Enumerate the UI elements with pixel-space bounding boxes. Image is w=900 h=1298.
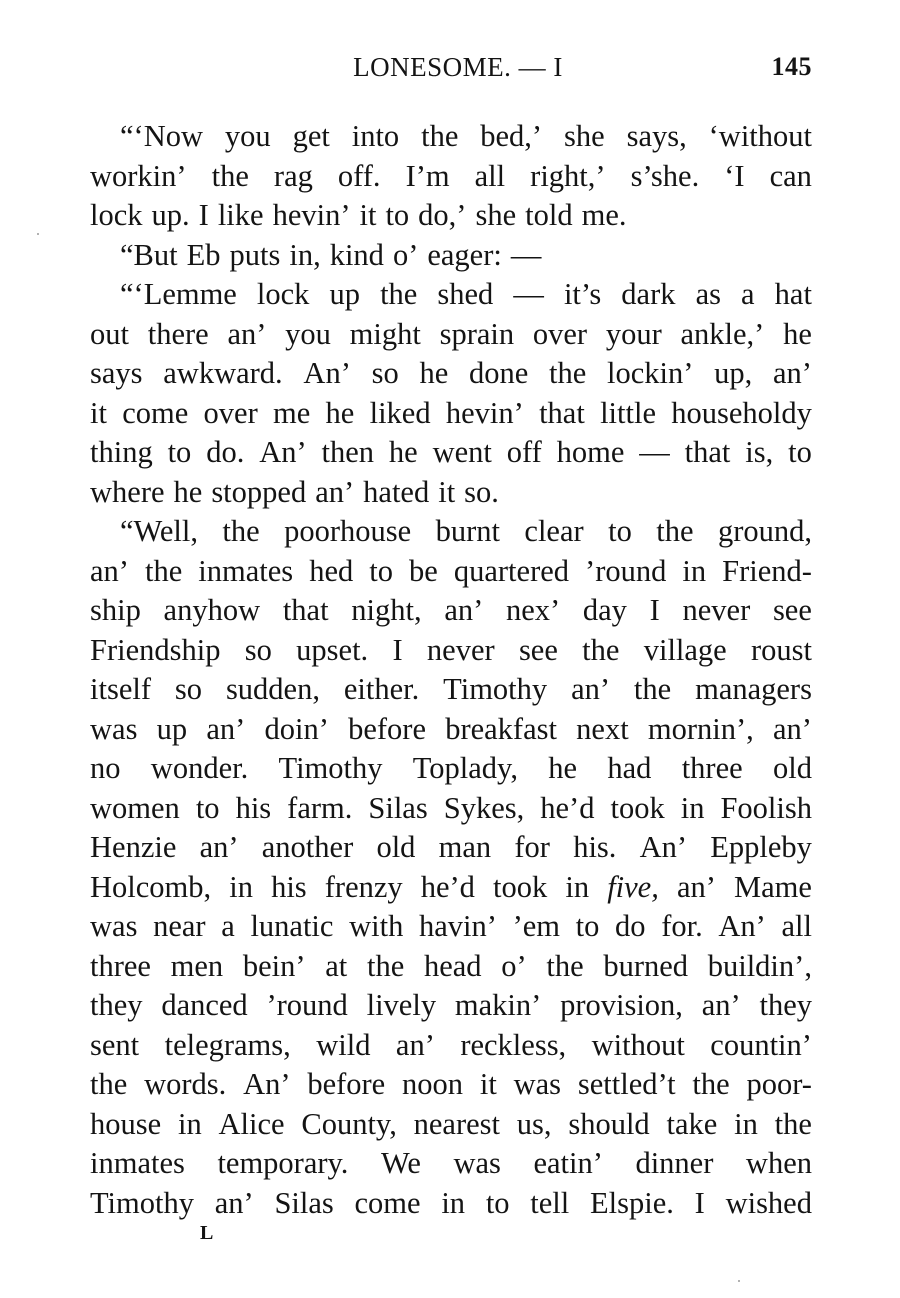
word: wished xyxy=(725,1185,812,1220)
word: hed xyxy=(309,553,354,588)
word: o’ xyxy=(392,237,419,272)
page-number: 145 xyxy=(771,52,812,81)
word: me. xyxy=(581,198,627,232)
text-line xyxy=(90,868,812,908)
word: into xyxy=(351,119,400,153)
word: inmates xyxy=(90,1146,185,1180)
word: frenzy xyxy=(324,869,403,904)
word: the xyxy=(380,277,418,311)
word: either. xyxy=(343,672,420,706)
word: to xyxy=(195,790,220,825)
word: that xyxy=(684,435,731,469)
word: it xyxy=(90,395,107,430)
word: I xyxy=(198,198,209,232)
word: might xyxy=(349,316,421,351)
word: see xyxy=(518,632,558,667)
word: liked xyxy=(369,395,431,430)
running-title: LONESOME. — I xyxy=(353,52,563,82)
word: went xyxy=(432,435,492,469)
word: danced xyxy=(161,988,248,1022)
word: hat xyxy=(774,277,812,311)
text-line xyxy=(90,236,812,276)
text-line xyxy=(90,275,812,315)
word: it xyxy=(479,1067,497,1101)
word: anyhow xyxy=(163,593,261,627)
text-line xyxy=(90,1184,812,1224)
word: it xyxy=(359,198,377,232)
word: no xyxy=(90,751,121,785)
word: Sykes, xyxy=(443,790,525,825)
word: us, xyxy=(516,1106,552,1141)
word: “Well, xyxy=(120,514,198,548)
word: never xyxy=(682,593,751,627)
word: I xyxy=(694,1185,705,1220)
word: ankle,’ xyxy=(680,316,765,351)
word: ’round xyxy=(266,988,348,1022)
text-line xyxy=(90,1026,812,1066)
word: settled’t xyxy=(577,1067,676,1101)
word: Eb xyxy=(186,237,221,272)
word: your xyxy=(605,316,662,351)
word: you xyxy=(285,316,331,351)
word: thing xyxy=(90,435,153,469)
word: kind xyxy=(329,237,384,272)
word: see xyxy=(772,593,812,627)
running-head xyxy=(90,52,812,92)
word: over xyxy=(203,395,258,430)
word: in, xyxy=(289,237,321,272)
word: you xyxy=(224,119,271,153)
word: his. xyxy=(573,830,617,864)
text-line xyxy=(90,828,812,868)
word: lunatic xyxy=(250,909,334,943)
word: an’ xyxy=(395,1027,435,1062)
word: village xyxy=(643,632,727,667)
word: an’ xyxy=(227,316,267,351)
word: ’round xyxy=(585,553,667,588)
word: lockin’ xyxy=(607,356,694,390)
word: up xyxy=(329,277,360,311)
word: an’ xyxy=(676,869,716,904)
word: bein’ xyxy=(242,948,306,983)
word: old xyxy=(376,830,416,864)
word: it’s xyxy=(563,277,602,311)
text-line xyxy=(90,789,812,829)
word: quartered xyxy=(453,553,570,588)
word: — xyxy=(639,435,670,469)
word: off xyxy=(506,435,542,469)
word: wild xyxy=(316,1027,371,1062)
text-line xyxy=(90,749,812,789)
word: the xyxy=(222,514,260,548)
word: dinner xyxy=(635,1146,714,1180)
word: says xyxy=(90,356,143,390)
word: his xyxy=(235,790,272,825)
word: done xyxy=(468,356,529,390)
word: upset. xyxy=(296,632,369,667)
word: s’she. xyxy=(630,158,700,193)
word: a xyxy=(221,909,235,943)
word: roust xyxy=(751,632,812,667)
word: an’ xyxy=(90,553,129,588)
word: in xyxy=(682,553,707,588)
word: o’ xyxy=(501,948,527,983)
word: lock xyxy=(90,198,143,232)
text-line xyxy=(90,986,812,1026)
word: he’d xyxy=(420,869,475,904)
word: for xyxy=(514,830,550,864)
word: to xyxy=(608,514,632,548)
word: me xyxy=(273,395,311,430)
word: An’ xyxy=(639,830,688,864)
word: the xyxy=(546,948,584,983)
word: Silas xyxy=(274,1185,334,1220)
word: took xyxy=(493,869,548,904)
word: noon xyxy=(402,1067,464,1101)
word: before xyxy=(348,711,426,746)
text-line xyxy=(90,354,812,394)
text-line xyxy=(90,394,812,434)
word: to xyxy=(385,198,410,232)
word: that xyxy=(282,593,329,627)
word: burnt xyxy=(435,514,500,548)
word: she xyxy=(475,198,517,232)
word: the xyxy=(90,1067,128,1101)
word: should xyxy=(568,1106,650,1141)
word: three xyxy=(90,948,151,983)
text-line xyxy=(90,433,812,473)
word: like xyxy=(217,198,264,232)
word: is, xyxy=(745,435,774,469)
word: telegrams, xyxy=(164,1027,291,1062)
word: head xyxy=(423,948,482,983)
word: Timothy xyxy=(90,1185,194,1220)
word: over xyxy=(532,316,588,351)
word: itself xyxy=(90,672,151,706)
word: doin’ xyxy=(264,711,329,746)
word: up. xyxy=(151,198,190,232)
word: householdy xyxy=(671,395,812,430)
word: in xyxy=(734,1106,758,1141)
word: to xyxy=(167,435,192,469)
word: Eppleby xyxy=(710,830,812,864)
word: Friend- xyxy=(722,553,812,588)
word: hevin’ xyxy=(272,198,351,232)
text-line xyxy=(90,670,812,710)
word: she xyxy=(564,119,605,153)
text-line xyxy=(90,1105,812,1145)
word: Elspie. xyxy=(590,1185,674,1220)
word: was xyxy=(90,711,138,746)
word: stopped xyxy=(211,474,307,509)
word: inmates xyxy=(198,553,294,588)
word: says, xyxy=(626,119,687,153)
word: so xyxy=(244,632,272,667)
word: the xyxy=(366,948,405,983)
word: in xyxy=(177,1106,202,1141)
word: was xyxy=(90,909,138,943)
word: up xyxy=(156,711,188,746)
word: awkward. xyxy=(163,356,283,390)
text-line xyxy=(90,196,812,236)
word: he’d xyxy=(540,790,595,825)
word: do,’ xyxy=(418,198,467,232)
word: ‘I xyxy=(724,158,745,193)
word: five, xyxy=(607,869,659,904)
word: breakfast xyxy=(445,711,557,746)
word: next xyxy=(576,711,629,746)
word: An’ xyxy=(243,1067,291,1101)
word: havin’ xyxy=(418,909,497,943)
word: Foolish xyxy=(720,790,812,825)
word: the xyxy=(774,1106,812,1141)
word: he xyxy=(388,435,418,469)
word: come xyxy=(122,395,189,430)
word: he xyxy=(325,395,355,430)
word: do xyxy=(615,909,646,943)
word: — xyxy=(510,237,542,272)
word: Holcomb, xyxy=(90,869,212,904)
word: nex’ xyxy=(505,593,561,627)
word: burned xyxy=(603,948,689,983)
word: so. xyxy=(464,474,499,509)
word: never xyxy=(426,632,495,667)
text-line xyxy=(90,157,812,197)
word: house xyxy=(90,1106,162,1141)
word: in xyxy=(441,1185,466,1220)
word: bed,’ xyxy=(480,119,543,153)
word: the xyxy=(144,553,183,588)
word: the xyxy=(692,1067,730,1101)
word: an’ xyxy=(206,711,246,746)
word: get xyxy=(292,119,330,153)
word: to xyxy=(485,1185,510,1220)
word: out xyxy=(90,316,129,351)
word: took xyxy=(610,790,665,825)
word: with xyxy=(349,909,404,943)
word: to xyxy=(369,553,393,588)
word: makin’ xyxy=(454,988,542,1022)
word: reckless, xyxy=(460,1027,567,1062)
text-line xyxy=(90,1065,812,1105)
word: words. xyxy=(144,1067,227,1101)
text-line xyxy=(90,552,812,592)
word: I xyxy=(392,632,403,667)
text-line xyxy=(90,473,812,513)
signature-mark: L xyxy=(200,1222,214,1244)
word: — xyxy=(513,277,544,311)
word: had xyxy=(607,751,652,785)
word: I’m xyxy=(405,158,450,193)
word: Silas xyxy=(368,790,428,825)
word: can xyxy=(769,158,812,193)
word: the xyxy=(656,514,694,548)
word: “But xyxy=(120,237,178,272)
word: poor- xyxy=(746,1067,812,1101)
word: Toplady, xyxy=(412,751,518,785)
word: workin’ xyxy=(90,158,187,193)
word: all xyxy=(474,158,506,193)
word: all xyxy=(781,909,812,943)
text-line xyxy=(90,907,812,947)
word: in xyxy=(229,869,253,904)
word: sprain xyxy=(439,316,515,351)
word: We xyxy=(380,1146,421,1180)
word: temporary. xyxy=(217,1146,349,1180)
word: poorhouse xyxy=(284,514,412,548)
word: in xyxy=(565,869,590,904)
word: as xyxy=(695,277,721,311)
text-line xyxy=(90,591,812,631)
word: Timothy xyxy=(278,751,383,785)
word: so xyxy=(371,356,399,390)
word: wonder. xyxy=(150,751,249,785)
word: lively xyxy=(366,988,437,1022)
word: hated xyxy=(363,474,430,509)
word: the xyxy=(633,672,672,706)
word: that xyxy=(539,395,585,430)
text-line xyxy=(90,117,812,157)
word: dark xyxy=(621,277,676,311)
word: Mame xyxy=(733,869,812,904)
text-line xyxy=(90,631,812,671)
word: was xyxy=(513,1067,562,1101)
word: nearest xyxy=(413,1106,500,1141)
word: home xyxy=(556,435,625,469)
word: an’ xyxy=(444,593,484,627)
word: Timothy xyxy=(443,672,548,706)
word: so xyxy=(174,672,203,706)
text-line xyxy=(90,710,812,750)
word: ‘without xyxy=(708,119,812,153)
word: was xyxy=(453,1146,501,1180)
word: an’ xyxy=(701,988,741,1022)
word: without xyxy=(591,1027,685,1062)
word: old xyxy=(772,751,812,785)
word: to xyxy=(788,435,812,469)
word: “‘Lemme xyxy=(120,277,237,311)
word: the xyxy=(211,158,249,193)
word: an’ xyxy=(772,711,812,746)
word: sent xyxy=(90,1027,140,1062)
word: there xyxy=(147,316,209,351)
word: little xyxy=(600,395,656,430)
word: “‘Now xyxy=(120,119,203,153)
word: An’ xyxy=(718,909,766,943)
word: clear xyxy=(524,514,584,548)
word: man xyxy=(438,830,492,864)
word: Alice xyxy=(218,1106,285,1141)
word: eager: xyxy=(427,237,502,272)
word: An’ xyxy=(303,356,351,390)
word: countin’ xyxy=(710,1027,812,1062)
word: another xyxy=(261,830,354,864)
body-text xyxy=(90,117,812,1223)
word: provision, xyxy=(560,988,683,1022)
word: tell xyxy=(530,1185,570,1220)
word: managers xyxy=(695,672,812,706)
word: an’ xyxy=(214,1185,254,1220)
word: he xyxy=(548,751,578,785)
word: ’em xyxy=(512,909,560,943)
text-line xyxy=(90,1144,812,1184)
word: the xyxy=(582,632,620,667)
word: to xyxy=(575,909,600,943)
word: it xyxy=(438,474,456,509)
word: Henzie xyxy=(90,830,177,864)
word: be xyxy=(409,553,438,588)
word: before xyxy=(307,1067,386,1101)
word: women xyxy=(90,790,180,825)
word: right,’ xyxy=(530,158,606,193)
word: told xyxy=(525,198,573,232)
word: his xyxy=(271,869,307,904)
word: an’ xyxy=(571,672,611,706)
word: take xyxy=(666,1106,718,1141)
word: at xyxy=(325,948,348,983)
word: for. xyxy=(661,909,703,943)
word: the xyxy=(549,356,587,390)
word: off. xyxy=(337,158,381,193)
word: up, xyxy=(714,356,753,390)
word: they xyxy=(759,988,812,1022)
word: a xyxy=(741,277,755,311)
word: eatin’ xyxy=(533,1146,603,1180)
word: mornin’, xyxy=(647,711,754,746)
word: buildin’, xyxy=(707,948,812,983)
paper-speck xyxy=(738,1280,740,1282)
text-line xyxy=(90,315,812,355)
word: An’ xyxy=(259,435,307,469)
word: near xyxy=(153,909,206,943)
word: three xyxy=(681,751,743,785)
word: night, xyxy=(351,593,422,627)
word: an’ xyxy=(199,830,239,864)
word: an’ xyxy=(773,356,812,390)
word: when xyxy=(745,1146,812,1180)
word: in xyxy=(680,790,705,825)
word: day xyxy=(582,593,627,627)
text-line xyxy=(90,512,812,552)
word: farm. xyxy=(287,790,353,825)
word: ground, xyxy=(717,514,812,548)
word: sudden, xyxy=(225,672,320,706)
word: the xyxy=(421,119,459,153)
word: rag xyxy=(273,158,313,193)
word: hevin’ xyxy=(445,395,524,430)
word: then xyxy=(321,435,375,469)
word: he xyxy=(173,474,203,509)
word: ship xyxy=(90,593,141,627)
word: where xyxy=(90,474,165,509)
word: come xyxy=(354,1185,421,1220)
word: County, xyxy=(301,1106,397,1141)
word: men xyxy=(170,948,224,983)
word: he xyxy=(783,316,812,351)
word: shed xyxy=(437,277,494,311)
word: an’ xyxy=(315,474,355,509)
paper-speck xyxy=(37,233,39,235)
text-line xyxy=(90,947,812,987)
word: puts xyxy=(229,237,281,272)
word: they xyxy=(90,988,143,1022)
word: Friendship xyxy=(90,632,221,667)
word: do. xyxy=(206,435,245,469)
word: I xyxy=(649,593,660,627)
word: he xyxy=(419,356,449,390)
word: lock xyxy=(256,277,310,311)
